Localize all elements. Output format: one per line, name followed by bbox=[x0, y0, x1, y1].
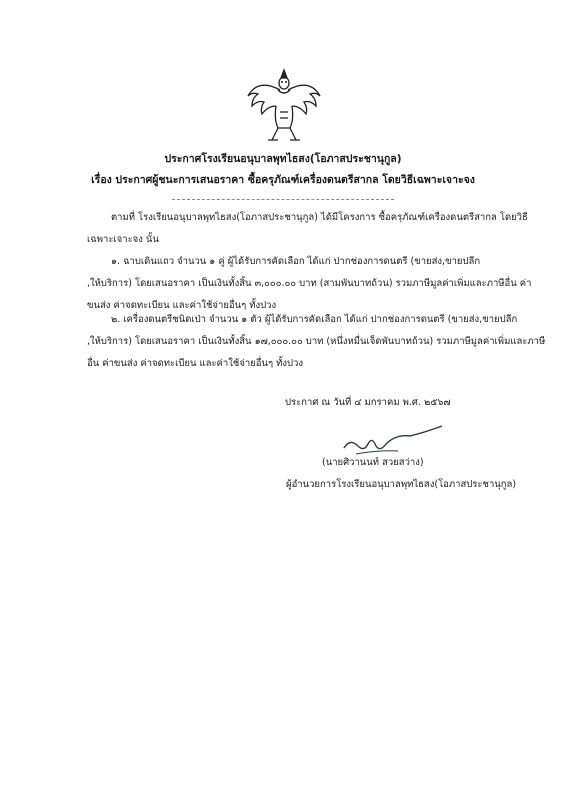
item-1-line: ๑. ฉาบเดินแถว จำนวน ๑ คู่ ผู้ได้รับการคัดเลือก ได้แก่ ปากช่องการดนตรี (ขายส่ง,ขายปลีก bbox=[111, 256, 481, 267]
garuda-emblem-icon bbox=[244, 66, 324, 146]
intro-line: เฉพาะเจาะจง นั้น bbox=[87, 234, 159, 245]
item-2-line: ๒. เครื่องดนตรีชนิดเป่า จำนวน ๑ ตัว ผู้ได้รับการคัดเลือก ได้แก่ ปากช่องการดนตรี (ขายส่ง,ขายปลีก bbox=[111, 314, 518, 325]
item-1-line: ,ให้บริการ) โดยเสนอราคา เป็นเงินทั้งสิ้น ๓,๐๐๐.๐๐ บาท (สามพันบาทถ้วน) รวมภาษีมูลค่าเพิ่มและภาษีอื่น ค่า bbox=[87, 278, 532, 289]
announcement-subject: เรื่อง ประกาศผู้ชนะการเสนอราคา ซื้อครุภัณฑ์เครื่องดนตรีสากล โดยวิธีเฉพาะเจาะจง bbox=[91, 174, 475, 186]
divider bbox=[172, 199, 394, 200]
item-2-paragraph bbox=[87, 309, 546, 375]
item-2-line: อื่น ค่าขนส่ง ค่าจดทะเบียน และค่าใช้จ่ายอื่นๆ ทั้งปวง bbox=[87, 358, 304, 369]
item-1-paragraph bbox=[87, 251, 532, 317]
announcement-title: ประกาศโรงเรียนอนุบาลพุทไธสง(โอภาสประชานุกูล) bbox=[164, 153, 402, 165]
signer-name: (นายศิวานนท์ สวยสว่าง) bbox=[322, 457, 424, 468]
signature-icon bbox=[338, 424, 448, 458]
intro-line: ตามที่ โรงเรียนอนุบาลพุทไธสง(โอภาสประชานุกูล) ได้มีโครงการ ซื้อครุภัณฑ์เครื่องดนตรีสากล โดยวิธี bbox=[111, 212, 528, 223]
item-2-line: ,ให้บริการ) โดยเสนอราคา เป็นเงินทั้งสิ้น ๑๗,๐๐๐.๐๐ บาท (หนึ่งหมื่นเจ็ดพันบาทถ้วน) รวมภาษีมูลค่าเพิ่มและภาษี bbox=[87, 336, 546, 347]
signer-position: ผู้อำนวยการโรงเรียนอนุบาลพุทไธสง(โอภาสประชานุกูล) bbox=[286, 479, 517, 490]
item-1-line: ขนส่ง ค่าจดทะเบียน และค่าใช้จ่ายอื่นๆ ทั้งปวง bbox=[87, 300, 277, 311]
intro-paragraph bbox=[87, 207, 528, 251]
announcement-date: ประกาศ ณ วันที่ ๔ มกราคม พ.ศ. ๒๕๖๗ bbox=[285, 397, 451, 408]
